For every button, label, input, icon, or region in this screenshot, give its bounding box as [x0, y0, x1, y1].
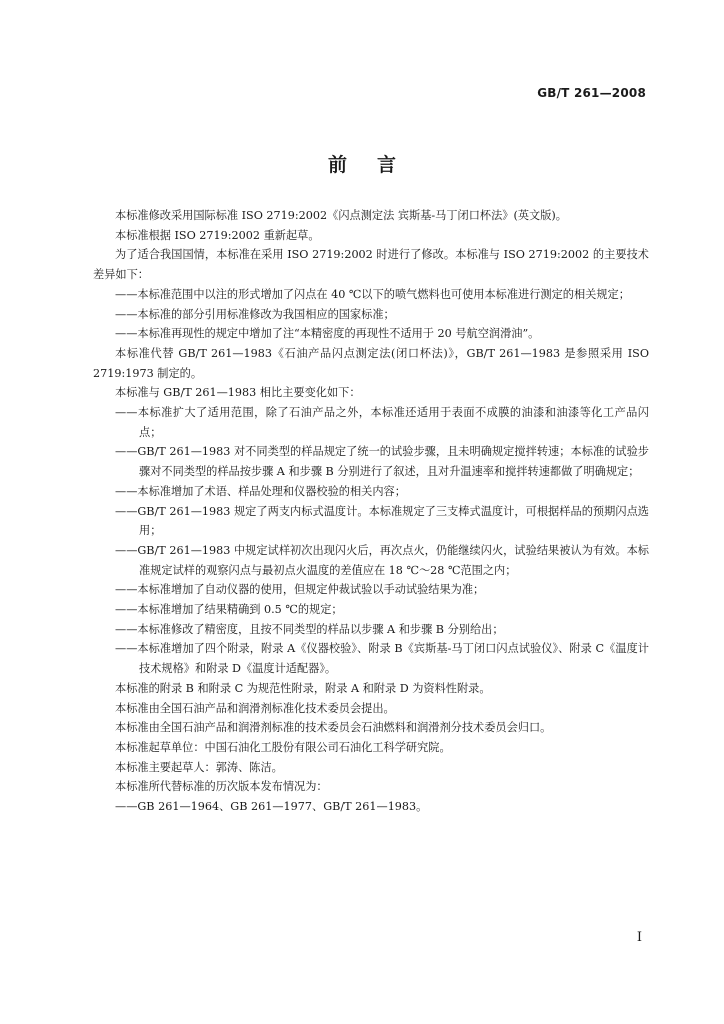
paragraph: 本标准的附录 B 和附录 C 为规范性附录，附录 A 和附录 D 为资料性附录。 — [115, 681, 491, 695]
paragraph: 为了适合我国国情，本标准在采用 ISO 2719:2002 时进行了修改。本标准与 ISO 2719:2002 的主要技术差异如下： — [93, 248, 649, 282]
paragraph: 本标准主要起草人：郭涛、陈洁。 — [115, 760, 283, 774]
list-item: ——GB/T 261—1983 对不同类型的样品规定了统一的试验步骤，且未明确规定搅拌转速；本标准的试验步骤对不同类型的样品按步骤 A 和步骤 B 分别进行了叙述，且对升温速率和搅拌转速都做了明确规定； — [115, 445, 649, 479]
paragraph: 本标准由全国石油产品和润滑剂标准化技术委员会提出。 — [115, 701, 395, 715]
standard-code: GB/T 261—2008 — [537, 86, 646, 100]
list-item: ——本标准扩大了适用范围，除了石油产品之外，本标准还适用于表面不成膜的油漆和油漆等化工产品闪点； — [115, 406, 649, 439]
list-item: ——本标准增加了术语、样品处理和仪器校验的相关内容； — [115, 484, 406, 498]
page-number: I — [636, 930, 642, 945]
paragraph: 本标准与 GB/T 261—1983 相比主要变化如下： — [115, 386, 361, 400]
list-item: ——GB/T 261—1983 中规定试样初次出现闪火后，再次点火，仍能继续闪火，试验结果被认为有效。本标准规定试样的观察闪点与最初点火温度的差值应在 18 ℃～28 ℃范围之内； — [115, 543, 649, 577]
list-item: ——本标准的部分引用标准修改为我国相应的国家标准； — [115, 307, 395, 321]
list-item: ——本标准增加了四个附录，附录 A《仪器校验》、附录 B《宾斯基-马丁闭口闪点试验仪》、附录 C《温度计技术规格》和附录 D《温度计适配器》。 — [115, 642, 649, 676]
paragraph: 本标准起草单位：中国石油化工股份有限公司石油化工科学研究院。 — [115, 740, 451, 754]
paragraph: 本标准修改采用国际标准 ISO 2719:2002《闪点测定法 宾斯基-马丁闭口杯法》(英文版)。 — [115, 209, 567, 222]
list-item: ——本标准修改了精密度，且按不同类型的样品以步骤 A 和步骤 B 分别给出； — [115, 622, 504, 636]
list-item: ——本标准增加了自动仪器的使用，但规定仲裁试验以手动试验结果为准； — [115, 583, 485, 597]
foreword-body — [93, 206, 649, 817]
list-item: ——本标准范围中以注的形式增加了闪点在 40 ℃以下的喷气燃料也可使用本标准进行测定的相关规定； — [115, 287, 630, 301]
list-item: ——GB/T 261—1983 规定了两支内标式温度计。本标准规定了三支棒式温度计，可根据样品的预期闪点选用； — [115, 504, 649, 538]
list-item: ——GB 261—1964、GB 261—1977、GB/T 261—1983。 — [115, 800, 428, 814]
list-item: ——本标准增加了结果精确到 0.5 ℃的规定； — [115, 603, 343, 617]
page-title: 前言 — [327, 154, 426, 176]
paragraph: 本标准由全国石油产品和润滑剂标准的技术委员会石油燃料和润滑剂分技术委员会归口。 — [115, 721, 552, 735]
paragraph: 本标准所代替标准的历次版本发布情况为： — [115, 780, 328, 794]
list-item: ——本标准再现性的规定中增加了注“本精密度的再现性不适用于 20 号航空润滑油”。 — [115, 327, 540, 341]
paragraph: 本标准根据 ISO 2719:2002 重新起草。 — [115, 228, 320, 242]
paragraph: 本标准代替 GB/T 261—1983《石油产品闪点测定法(闭口杯法)》，GB/T 261—1983 是参照采用 ISO 2719:1973 制定的。 — [93, 346, 649, 380]
